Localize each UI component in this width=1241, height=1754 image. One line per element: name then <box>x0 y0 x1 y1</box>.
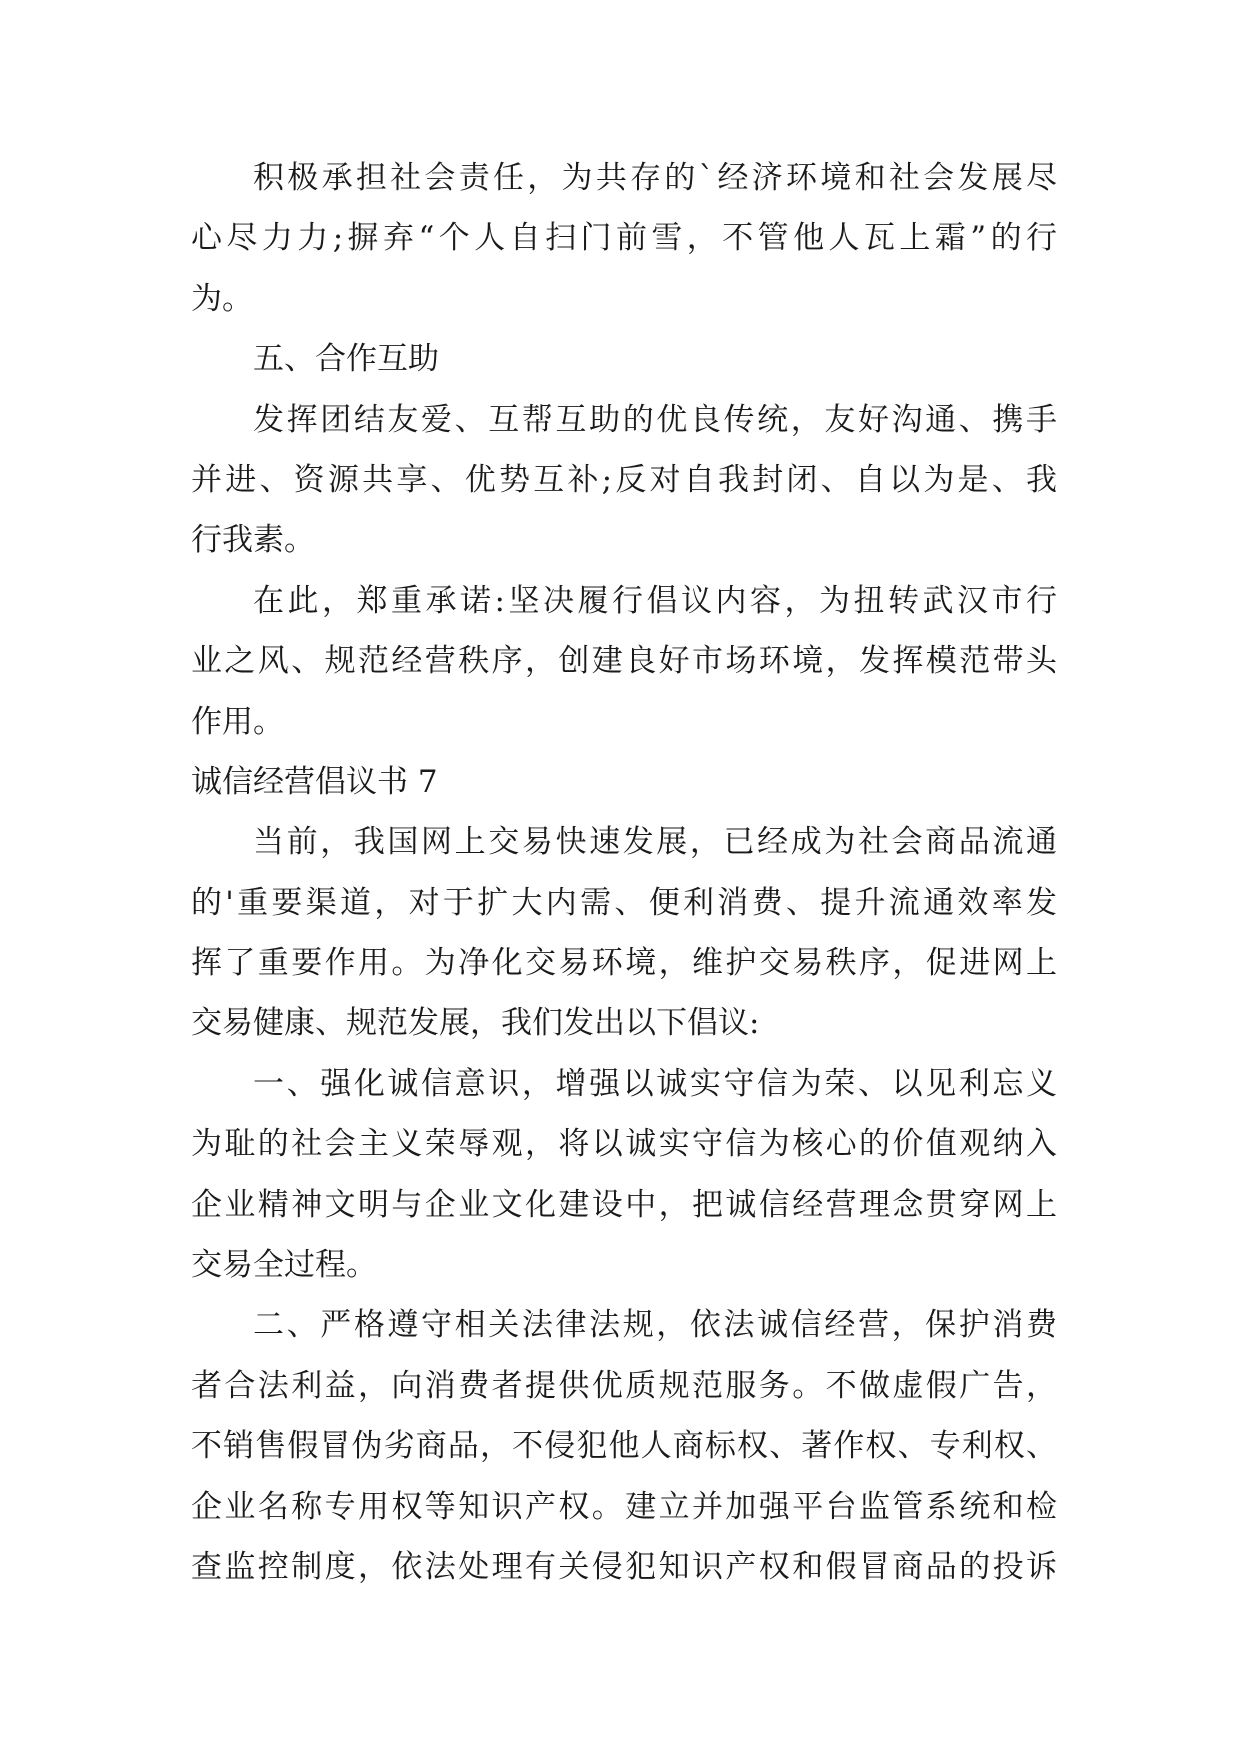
text-line: 五、合作互助 <box>253 341 439 378</box>
text-line: 心尽力力;摒弃“个人自扫门前雪，不管他人瓦上霜”的行 <box>191 220 1057 257</box>
text-line: 交易全过程。 <box>191 1247 377 1284</box>
text-line: 的'重要渠道，对于扩大内需、便利消费、提升流通效率发 <box>191 884 1057 921</box>
document-page <box>191 148 1057 1597</box>
text-line: 行我素。 <box>191 522 315 559</box>
text-line: 挥了重要作用。为净化交易环境，维护交易秩序，促进网上 <box>191 945 1057 982</box>
text-line: 积极承担社会责任，为共存的`经济环境和社会发展尽 <box>253 160 1057 196</box>
text-line: 企业名称专用权等知识产权。建立并加强平台监管系统和检 <box>191 1488 1057 1525</box>
text-line: 为。 <box>191 280 253 317</box>
text-line: 查监控制度，依法处理有关侵犯知识产权和假冒商品的投诉 <box>191 1548 1057 1585</box>
text-line: 作用。 <box>191 703 284 740</box>
text-line: 发挥团结友爱、互帮互助的优良传统，友好沟通、携手 <box>253 401 1057 438</box>
text-line: 当前，我国网上交易快速发展，已经成为社会商品流通 <box>253 824 1057 861</box>
text-line: 在此，郑重承诺:坚决履行倡议内容，为扭转武汉市行 <box>253 582 1057 619</box>
text-line: 为耻的社会主义荣辱观，将以诚实守信为核心的价值观纳入 <box>191 1126 1057 1163</box>
text-line: 二、严格遵守相关法律法规，依法诚信经营，保护消费 <box>253 1307 1057 1344</box>
text-line: 并进、资源共享、优势互补;反对自我封闭、自以为是、我 <box>191 461 1057 498</box>
text-line: 一、强化诚信意识，增强以诚实守信为荣、以见利忘义 <box>253 1065 1057 1102</box>
text-line: 者合法利益，向消费者提供优质规范服务。不做虚假广告， <box>191 1367 1057 1404</box>
section-heading: 诚信经营倡议书 7 <box>191 763 438 800</box>
text-line: 不销售假冒伪劣商品，不侵犯他人商标权、著作权、专利权、 <box>191 1428 1057 1465</box>
text-line: 企业精神文明与企业文化建设中，把诚信经营理念贯穿网上 <box>191 1186 1057 1223</box>
text-line: 业之风、规范经营秩序，创建良好市场环境，发挥模范带头 <box>191 643 1057 680</box>
text-line: 交易健康、规范发展，我们发出以下倡议: <box>191 1005 760 1042</box>
